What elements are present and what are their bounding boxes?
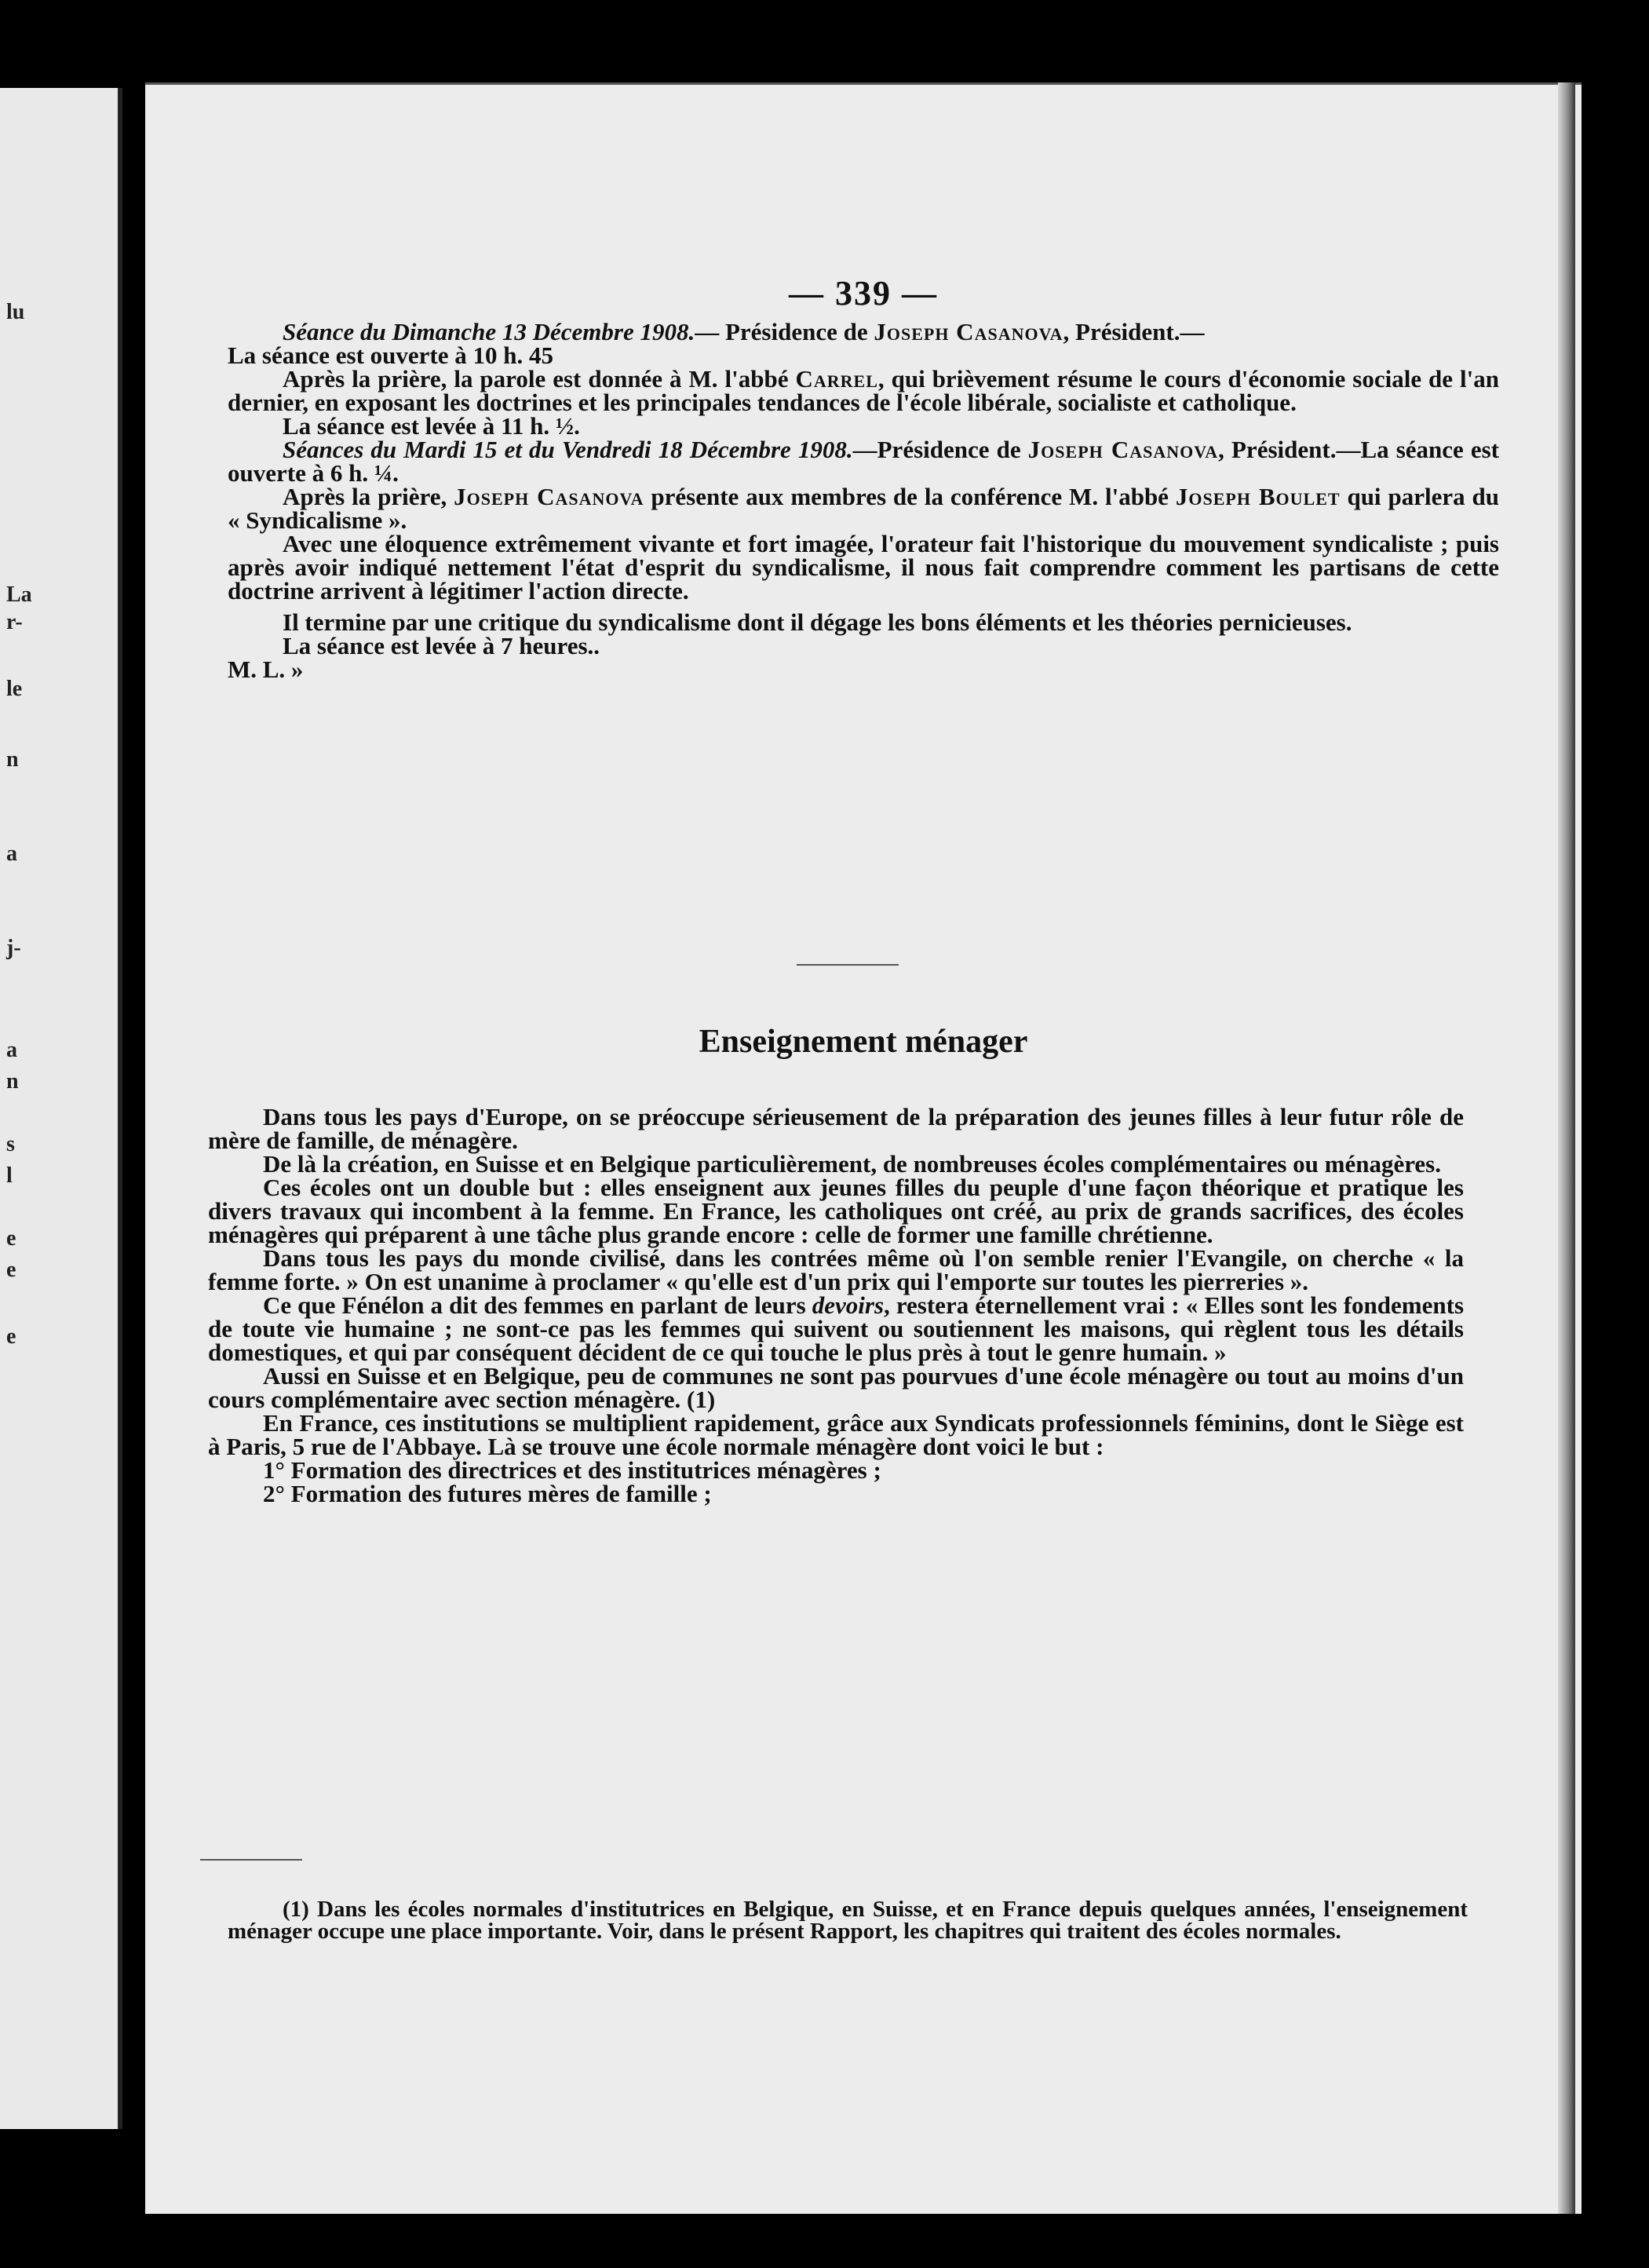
session-heading-text: , Président.—La séance est ouverte à 6 h. ¼. [228,436,1499,487]
margin-fragment: le [6,677,23,701]
minutes-text: Après la prière, la parole est donnée à M. l'abbé [283,365,796,393]
session-heading-text: — Présidence de [695,318,874,345]
section-title: Enseignement ménager [699,1024,1028,1060]
signature: M. L. » [228,656,304,683]
session-heading [228,320,1499,344]
margin-fragment: e [6,1226,16,1251]
session-date: Séance du Dimanche 13 Décembre 1908. [283,318,695,345]
document-page [145,82,1582,2214]
article-paragraph: Dans tous les pays du monde civilisé, dans les contrées même où l'on semble renier l'Evangile, on cherche « la femme forte. » On est unanime à proclamer « qu'elle est d'un prix qui l'emporte sur toutes les pierreries ». [208,1244,1464,1295]
margin-fragment: a [6,842,17,866]
margin-fragment: n [6,747,19,772]
margin-fragment: l [6,1163,13,1188]
emphasis-word: devoirs [812,1291,885,1319]
minutes-line: La séance est ouverte à 10 h. 45 [228,341,553,369]
session-heading [228,438,1499,485]
footnote-block [228,1898,1468,1942]
margin-fragment: e [6,1324,16,1349]
margin-fragment: e [6,1258,16,1282]
article-text: Ce que Fénélon a dit des femmes en parlant de leurs [263,1291,812,1319]
minutes-paragraph [228,485,1499,532]
margin-fragment: s [6,1132,15,1156]
article-text: , restera éternellement vrai : « Elles sont les fondements de toute vie humaine ; ne sont-ce pas les femmes qui suivent ou soutiennent les maisons, qui règlent tous les détails domestiques, et qui par conséquent décident de ce qui touche le plus près à tout le genre humain. » [208,1291,1465,1366]
minutes-paragraph: Avec une éloquence extrêmement vivante et fort imagée, l'orateur fait l'historique du mouvement syndicaliste ; puis après avoir indiqué nettement l'état d'esprit du syndicalisme, il nous fait comprendre comment les partisans de cette doctrine arrivent à légitimer l'action directe. [228,530,1499,604]
separator-rule [797,964,899,966]
margin-fragment: r- [6,610,23,634]
margin-fragment: lu [6,300,25,324]
session-heading-text: , Président.— [1063,318,1205,345]
article-paragraph: Ces écoles ont un double but : elles enseignent aux jeunes filles du peuple d'une façon théorique et pratique les divers travaux qui incombent à la femme. En France, les catholiques ont créé, au prix de grands sacrifices, des écoles ménagères qui préparent à une tâche plus grande encore : celle de former une famille chrétienne. [208,1174,1464,1248]
footnote-rule [200,1859,302,1861]
minutes-text: Après la prière, [283,483,454,510]
article-paragraph: Dans tous les pays d'Europe, on se préoccupe sérieusement de la préparation des jeunes filles à leur futur rôle de mère de famille, de ménagère. [208,1103,1464,1154]
minutes-section [228,320,1499,681]
list-item: 1° Formation des directrices et des institutrices ménagères ; [263,1456,881,1484]
previous-page-edge [0,88,122,2129]
minutes-text: , qui brièvement résume le cours d'économie sociale de l'an dernier, en exposant les doctrines et les principales tendances de l'école libérale, socialiste et catholique. [228,365,1499,416]
president-name: Joseph Casanova [454,483,644,510]
minutes-text: qui parlera du « Syndicalisme ». [228,483,1499,534]
margin-fragment: a [6,1038,17,1062]
list-item: 2° Formation des futures mères de famille ; [263,1480,712,1507]
minutes-line: La séance est levée à 11 h. ½. [283,412,580,440]
margin-fragment: n [6,1069,19,1094]
minutes-line: La séance est levée à 7 heures.. [283,632,600,659]
session-heading-text: —Présidence de [852,436,1028,463]
article-paragraph: De là la création, en Suisse et en Belgique particulièrement, de nombreuses écoles complémentaires ou ménagères. [263,1150,1441,1178]
article-paragraph [208,1291,1465,1366]
minutes-text: présente aux membres de la conférence M. l'abbé [644,483,1176,510]
article-paragraph: En France, ces institutions se multiplient rapidement, grâce aux Syndicats professionnels féminins, dont le Siège est à Paris, 5 rue de l'Abbaye. Là se trouve une école normale ménagère dont voici le but : [208,1409,1464,1460]
president-name: Joseph Casanova [874,318,1063,345]
article-body [208,1105,1464,1506]
page-edge-shadow [1558,82,1575,2214]
margin-fragment: j- [6,936,21,960]
speaker-name: Carrel [795,365,878,393]
session-date: Séances du Mardi 15 et du Vendredi 18 Décembre 1908. [283,436,853,463]
speaker-name: Joseph Boulet [1175,483,1341,510]
footnote: (1) Dans les écoles normales d'institutrices en Belgique, en Suisse, et en France depuis quelques années, l'enseignement ménager occupe une place importante. Voir, dans le présent Rapport, les chapitres qui traitent des écoles normales. [228,1897,1468,1944]
minutes-paragraph [228,367,1499,415]
president-name: Joseph Casanova [1027,436,1219,463]
minutes-paragraph: Il termine par une critique du syndicalisme dont il dégage les bons éléments et les théories pernicieuses. [283,608,1352,636]
page-number: — 339 — [789,274,938,312]
article-paragraph: Aussi en Suisse et en Belgique, peu de communes ne sont pas pourvues d'une école ménagère ou tout au moins d'un cours complémentaire avec section ménagère. (1) [208,1362,1464,1413]
margin-fragment: La [6,583,32,607]
